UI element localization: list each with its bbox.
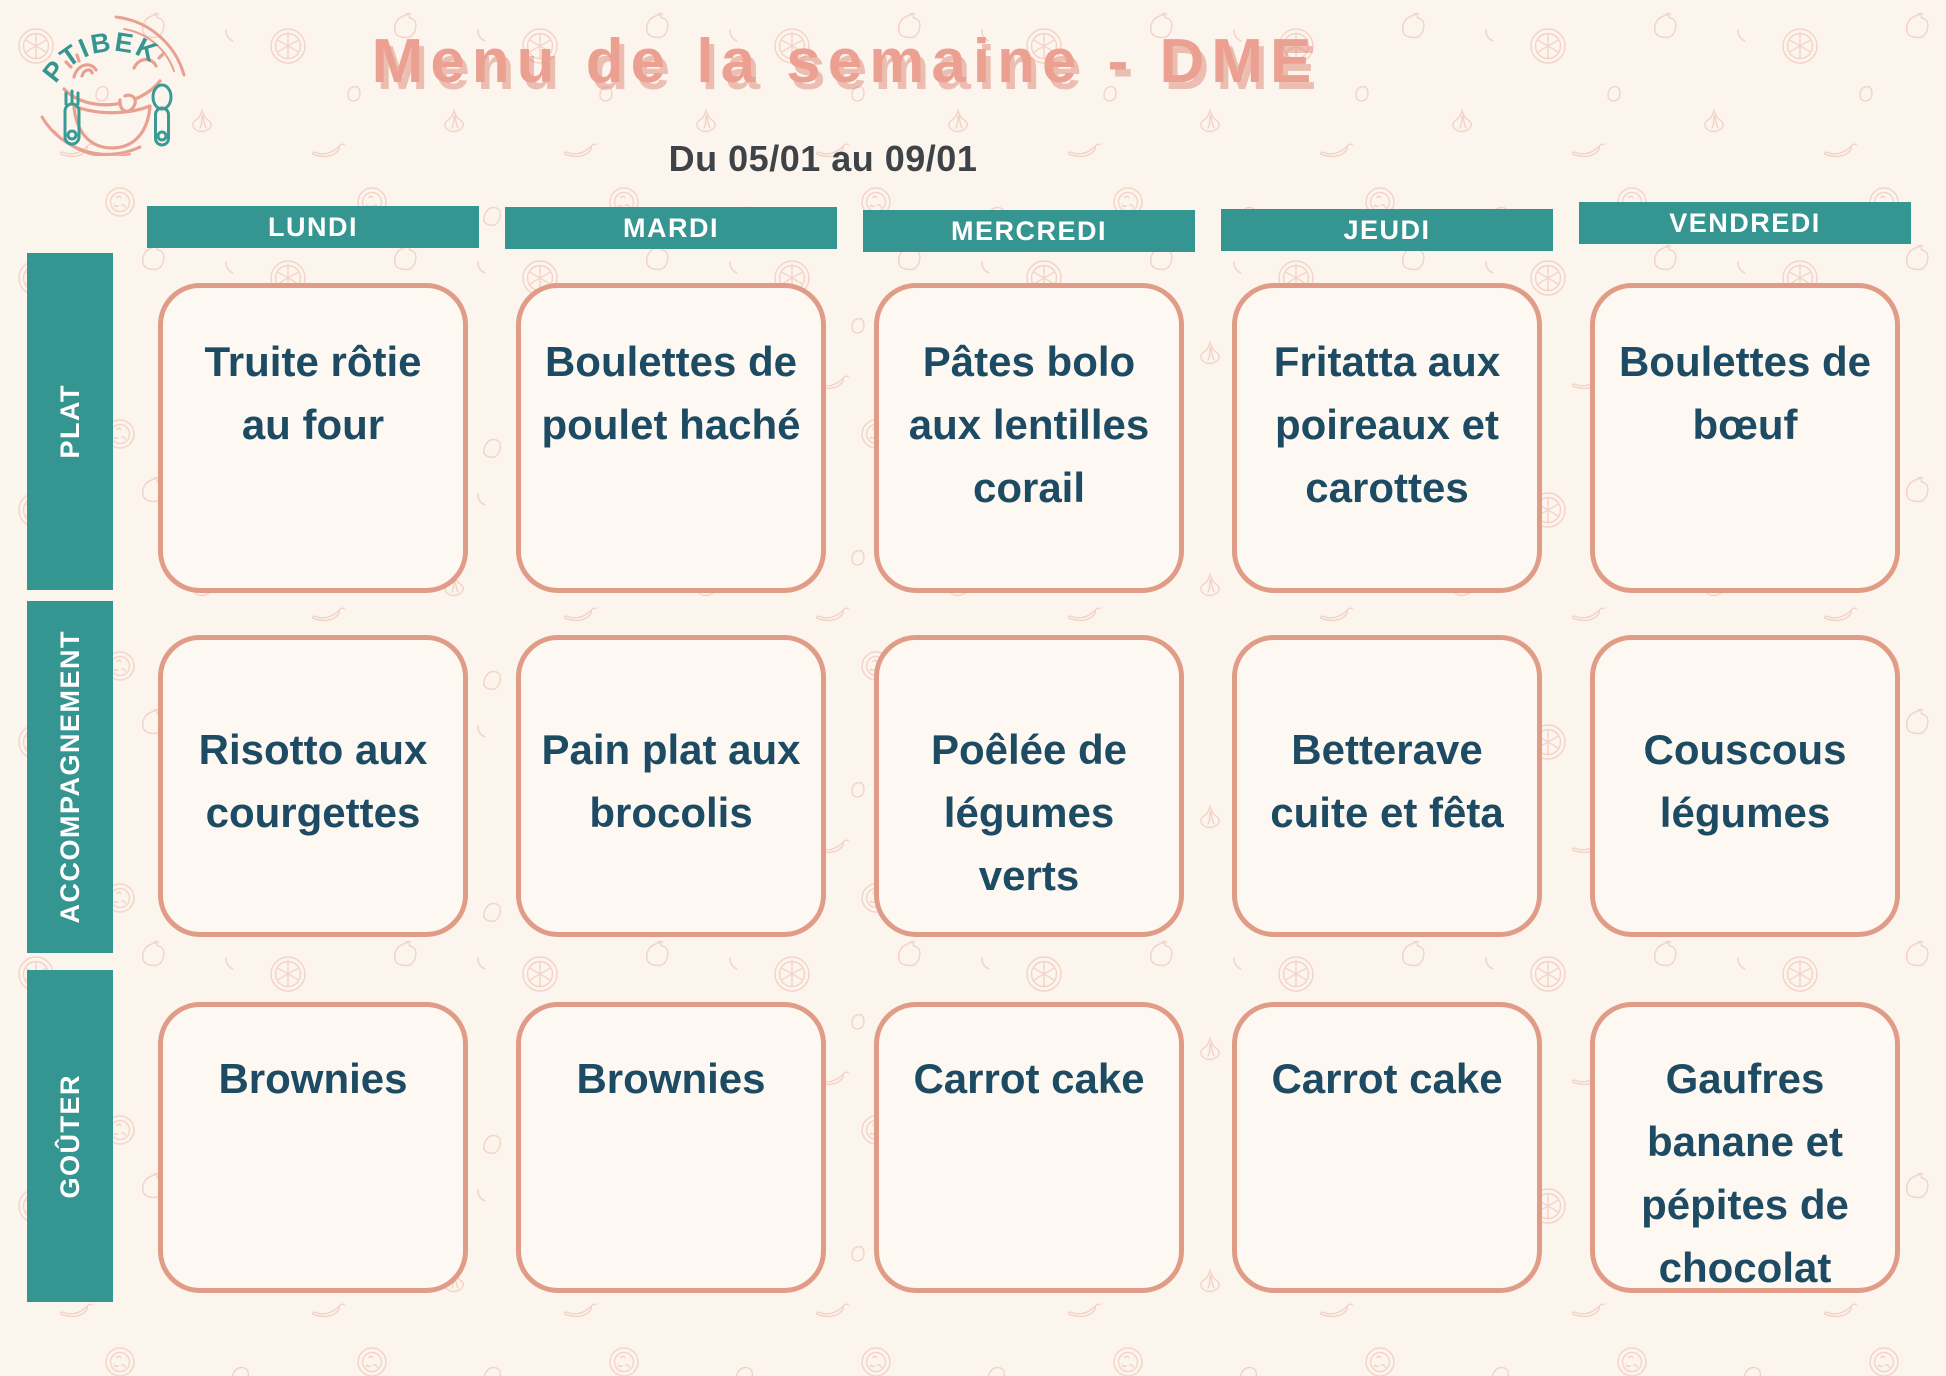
dish-name: Pain plat aux brocolis	[541, 726, 801, 836]
day-label: LUNDI	[268, 211, 358, 242]
date-range: Du 05/01 au 09/01	[668, 138, 978, 179]
row-label-text: GOÛTER	[54, 1073, 85, 1199]
day-label: MARDI	[623, 212, 719, 243]
menu-card	[874, 283, 1184, 593]
day-header-lundi	[147, 206, 479, 248]
dish-name: Truite rôtie au four	[204, 338, 422, 448]
row-label-plat	[27, 253, 113, 590]
dish-name: Pâtes bolo aux lentilles corail	[908, 338, 1150, 511]
brand-name: PTIBEK	[36, 26, 164, 88]
dish-name: Fritatta aux poireaux et carottes	[1273, 338, 1501, 511]
day-header-jeudi	[1221, 209, 1553, 251]
dish-name: Couscous légumes	[1643, 726, 1847, 836]
dish-name: Boulettes de poulet haché	[541, 338, 801, 448]
day-label: JEUDI	[1343, 214, 1431, 245]
menu-card	[516, 1002, 826, 1293]
dish-name: Brownies	[218, 1055, 408, 1102]
day-header-mercredi	[863, 210, 1195, 252]
dish-name: Gaufres banane et pépites de chocolat	[1641, 1055, 1849, 1291]
menu-card	[158, 635, 468, 937]
dish-name: Carrot cake	[1271, 1055, 1503, 1102]
dish-name: Carrot cake	[913, 1055, 1145, 1102]
dish-name: Betterave cuite et fêta	[1270, 726, 1504, 836]
row-label-gouter	[27, 970, 113, 1302]
dish-name: Boulettes de bœuf	[1618, 338, 1872, 448]
dish-name: Brownies	[576, 1055, 766, 1102]
menu-card	[158, 1002, 468, 1293]
row-label-accompagnement	[27, 601, 113, 953]
page-title: Menu de la semaine - DME	[371, 27, 1319, 96]
menu-card	[874, 635, 1184, 937]
dish-name: Poêlée de légumes verts	[930, 726, 1128, 899]
day-label: MERCREDI	[950, 215, 1107, 246]
menu-card	[1232, 283, 1542, 593]
row-label-text: PLAT	[54, 384, 85, 459]
menu-card	[1590, 635, 1900, 937]
day-header-mardi	[505, 207, 837, 249]
day-header-vendredi	[1579, 202, 1911, 244]
menu-card	[1232, 1002, 1542, 1293]
menu-card	[516, 635, 826, 937]
dish-name: Risotto aux courgettes	[198, 726, 428, 836]
menu-card	[874, 1002, 1184, 1293]
day-label: VENDREDI	[1669, 207, 1821, 238]
menu-card	[516, 283, 826, 593]
menu-card	[158, 283, 468, 593]
menu-card	[1232, 635, 1542, 937]
menu-card	[1590, 1002, 1900, 1293]
menu-card	[1590, 283, 1900, 593]
row-label-text: ACCOMPAGNEMENT	[54, 630, 85, 924]
